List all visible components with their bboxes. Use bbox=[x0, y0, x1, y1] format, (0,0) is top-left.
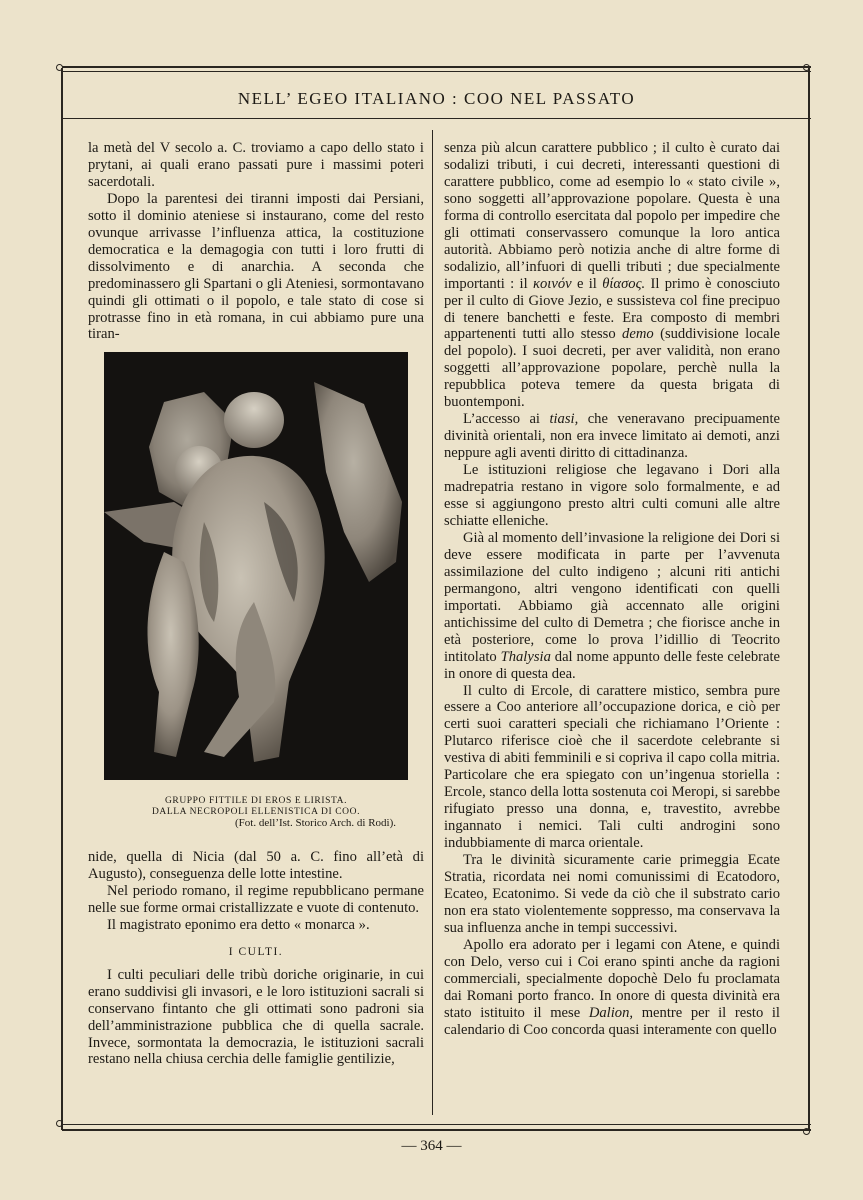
caption-line: DALLA NECROPOLI ELLENISTICA DI COO. bbox=[151, 807, 361, 817]
left-column-bottom bbox=[88, 849, 424, 1068]
text-run: dal nome appunto delle feste celebrate in onore di questa dea. bbox=[444, 648, 780, 682]
ornament-dot bbox=[56, 1120, 63, 1127]
paragraph: Nel periodo romano, il regime repubblicano permane nelle sue forme ormai cristallizzate e vuote di contenuto. bbox=[88, 882, 424, 916]
top-rule-thin bbox=[62, 71, 811, 72]
paragraph: Dopo la parentesi dei tiranni imposti dai Persiani, sotto il dominio ateniese si instaurano, come del resto ovunque arrivasse l’influenza attica, la costituzione democratica e la demagogia con tutti i loro frutti di dissolvimento e di anarchia. A seconda che predominassero gli Spartani o gli Ateniesi, sormontavano quindi gli ottimati o il popolo, e tale stato di cose si protrasse fino in età romana, in cui abbiamo pure una tiran- bbox=[88, 190, 424, 343]
text-run: Già al momento dell’invasione la religione dei Dori si deve essere modificata in parte per l’avvenuta assimilazione del culto indigeno ; alcuni riti antichi permangono, altri vengono identificati con quelli importati. Abbiamo già accennato alle origini antichissime del culto di Demetra ; che fiorisce anche in età posteriore, come lo prova l’idillio di Teocrito intitolato bbox=[444, 529, 780, 665]
paragraph: Le istituzioni religiose che legavano i Dori alla madrepatria restano in vigore solo formalmente, e ad esse si aggiungono presto altri culti comuni alle altre schiatte elleniche. bbox=[444, 462, 780, 529]
italic-term: Thalysia bbox=[500, 648, 551, 665]
paragraph: I culti peculiari delle tribù doriche originarie, in cui erano suddivisi gli invasori, e le loro istituzioni sacrali si conservano fintanto che gli ottimati sono padroni sia dell’amministrazione pubblica che di quella sacrale. Invece, sormontata la democrazia, le istituzioni sacrali restano nella chiusa cerchia delle famiglie gentilizie, bbox=[88, 966, 424, 1068]
paragraph: Il culto di Ercole, di carattere mistico, sembra pure essere a Coo anteriore all’occupazione dorica, e ciò per certi suoi caratteri speciali che richiamano l’Oriente : Plutarco riferisce cioè che il sacerdote celebrante si vestiva di abiti femminili e si copriva il capo colla mitria. Particolare che era spiegato con un’ingenua storiella : Ercole, stanco della lotta sostenuta coi Meropi, si sarebbe rifugiato presso una donna, e, travestito, avrebbe ingannato i nemici. Tali culti androgini sono indubbiamente di marca orientale. bbox=[444, 682, 780, 852]
text-run: senza più alcun carattere pubblico ; il culto è curato dai sodalizi tributi, i cui decreti, interessanti questioni di carattere pubblico, come ad esempio lo « stato civile », sono soggetti all’approvazione popolare. Questa è una forma di controllo esercitata dal popolo per impedire che gli ottimati conservassero comunque la loro antica autorità. Abbiamo però notizia anche di altre forme di sodalizio, all’infuori di quelli tributi ; due specialmente importanti : il bbox=[444, 140, 780, 292]
italic-term: tiasi, bbox=[549, 411, 579, 428]
figure-caption bbox=[104, 796, 408, 829]
text-run: Il primo è conosciuto per il culto di Giove Jezio, e sussisteva col fine precipuo di tenere banchetti e feste. Era composto di membri appartenenti tutti allo stesso bbox=[444, 275, 780, 343]
paragraph: la metà del V secolo a. C. troviamo a capo dello stato i prytani, ai quali erano passati pure i massimi poteri sacerdotali. bbox=[88, 140, 424, 190]
text-run: L’accesso ai bbox=[463, 411, 540, 428]
greek-term: θίασος. bbox=[602, 275, 646, 292]
right-frame-line bbox=[808, 68, 810, 1130]
section-title: I CULTI. bbox=[228, 945, 284, 958]
header-rule bbox=[62, 118, 811, 119]
paragraph: Il magistrato eponimo era detto « monarca ». bbox=[107, 916, 370, 933]
text-run: Apollo era adorato per i legami con Atene, e quindi con Delo, verso cui i Coi erano spinti anche da ragioni commerciali, specialmente dopochè Delo fu proclamata dai Romani porto franco. In onore di questa divinità era stato istituito il mese bbox=[444, 936, 780, 1021]
bottom-rule-thin bbox=[62, 1124, 811, 1125]
ornament-dot bbox=[56, 64, 63, 71]
page-number: — 364 — bbox=[401, 1138, 462, 1154]
paragraph bbox=[444, 530, 780, 683]
ornament-dot bbox=[803, 64, 810, 71]
text-run: e il bbox=[576, 275, 597, 292]
caption-line: GRUPPO FITTILE DI EROS E LIRISTA. bbox=[164, 796, 348, 806]
running-header: NELL’ EGEO ITALIANO : COO NEL PASSATO bbox=[237, 89, 636, 108]
paragraph bbox=[444, 411, 780, 462]
greek-term: κοινόν bbox=[532, 275, 572, 292]
terracotta-group-image bbox=[104, 352, 408, 780]
paragraph bbox=[444, 937, 780, 1039]
column-divider bbox=[432, 130, 433, 1115]
photo-credit: (Fot. dell’Ist. Storico Arch. di Rodi). bbox=[234, 817, 396, 829]
paragraph: Tra le divinità sicuramente carie primeggia Ecate Stratia, ricordata nei nomi comunissimi di Ecatodoro, Ecateo, Ecatonimo. Si vede da ciò che il substrato cario non era stato violentemente soppresso, ma conservava la sua influenza anche in tempi successivi. bbox=[444, 852, 780, 936]
text-run: (suddivisione locale del popolo). I suoi decreti, per aver validità, non erano soggetti all’approvazione popolare, perchè nulla la repubblica poteva temere da questa brigata di buontemponi. bbox=[444, 326, 780, 411]
paragraph bbox=[444, 140, 780, 411]
left-column-top bbox=[88, 140, 424, 343]
paragraph: nide, quella di Nicia (dal 50 a. C. fino all’età di Augusto), conseguenza delle lotte intestine. bbox=[88, 849, 424, 882]
text-run: che veneravano precipuamente divinità orientali, non era invece limitato ai demoti, anzi neppure agli aventi diritto di cittadinanza. bbox=[444, 411, 780, 462]
figure-photo bbox=[104, 352, 408, 780]
left-frame-line bbox=[61, 68, 63, 1130]
text-run: mentre per il resto il calendario di Coo concorda quasi interamente con quello bbox=[444, 1004, 780, 1038]
italic-term: Dalion, bbox=[588, 1004, 634, 1021]
ornament-dot bbox=[803, 1128, 810, 1135]
bottom-rule bbox=[62, 1129, 811, 1131]
right-column bbox=[444, 140, 780, 1039]
top-rule bbox=[62, 66, 811, 68]
italic-term: demo bbox=[622, 326, 654, 343]
